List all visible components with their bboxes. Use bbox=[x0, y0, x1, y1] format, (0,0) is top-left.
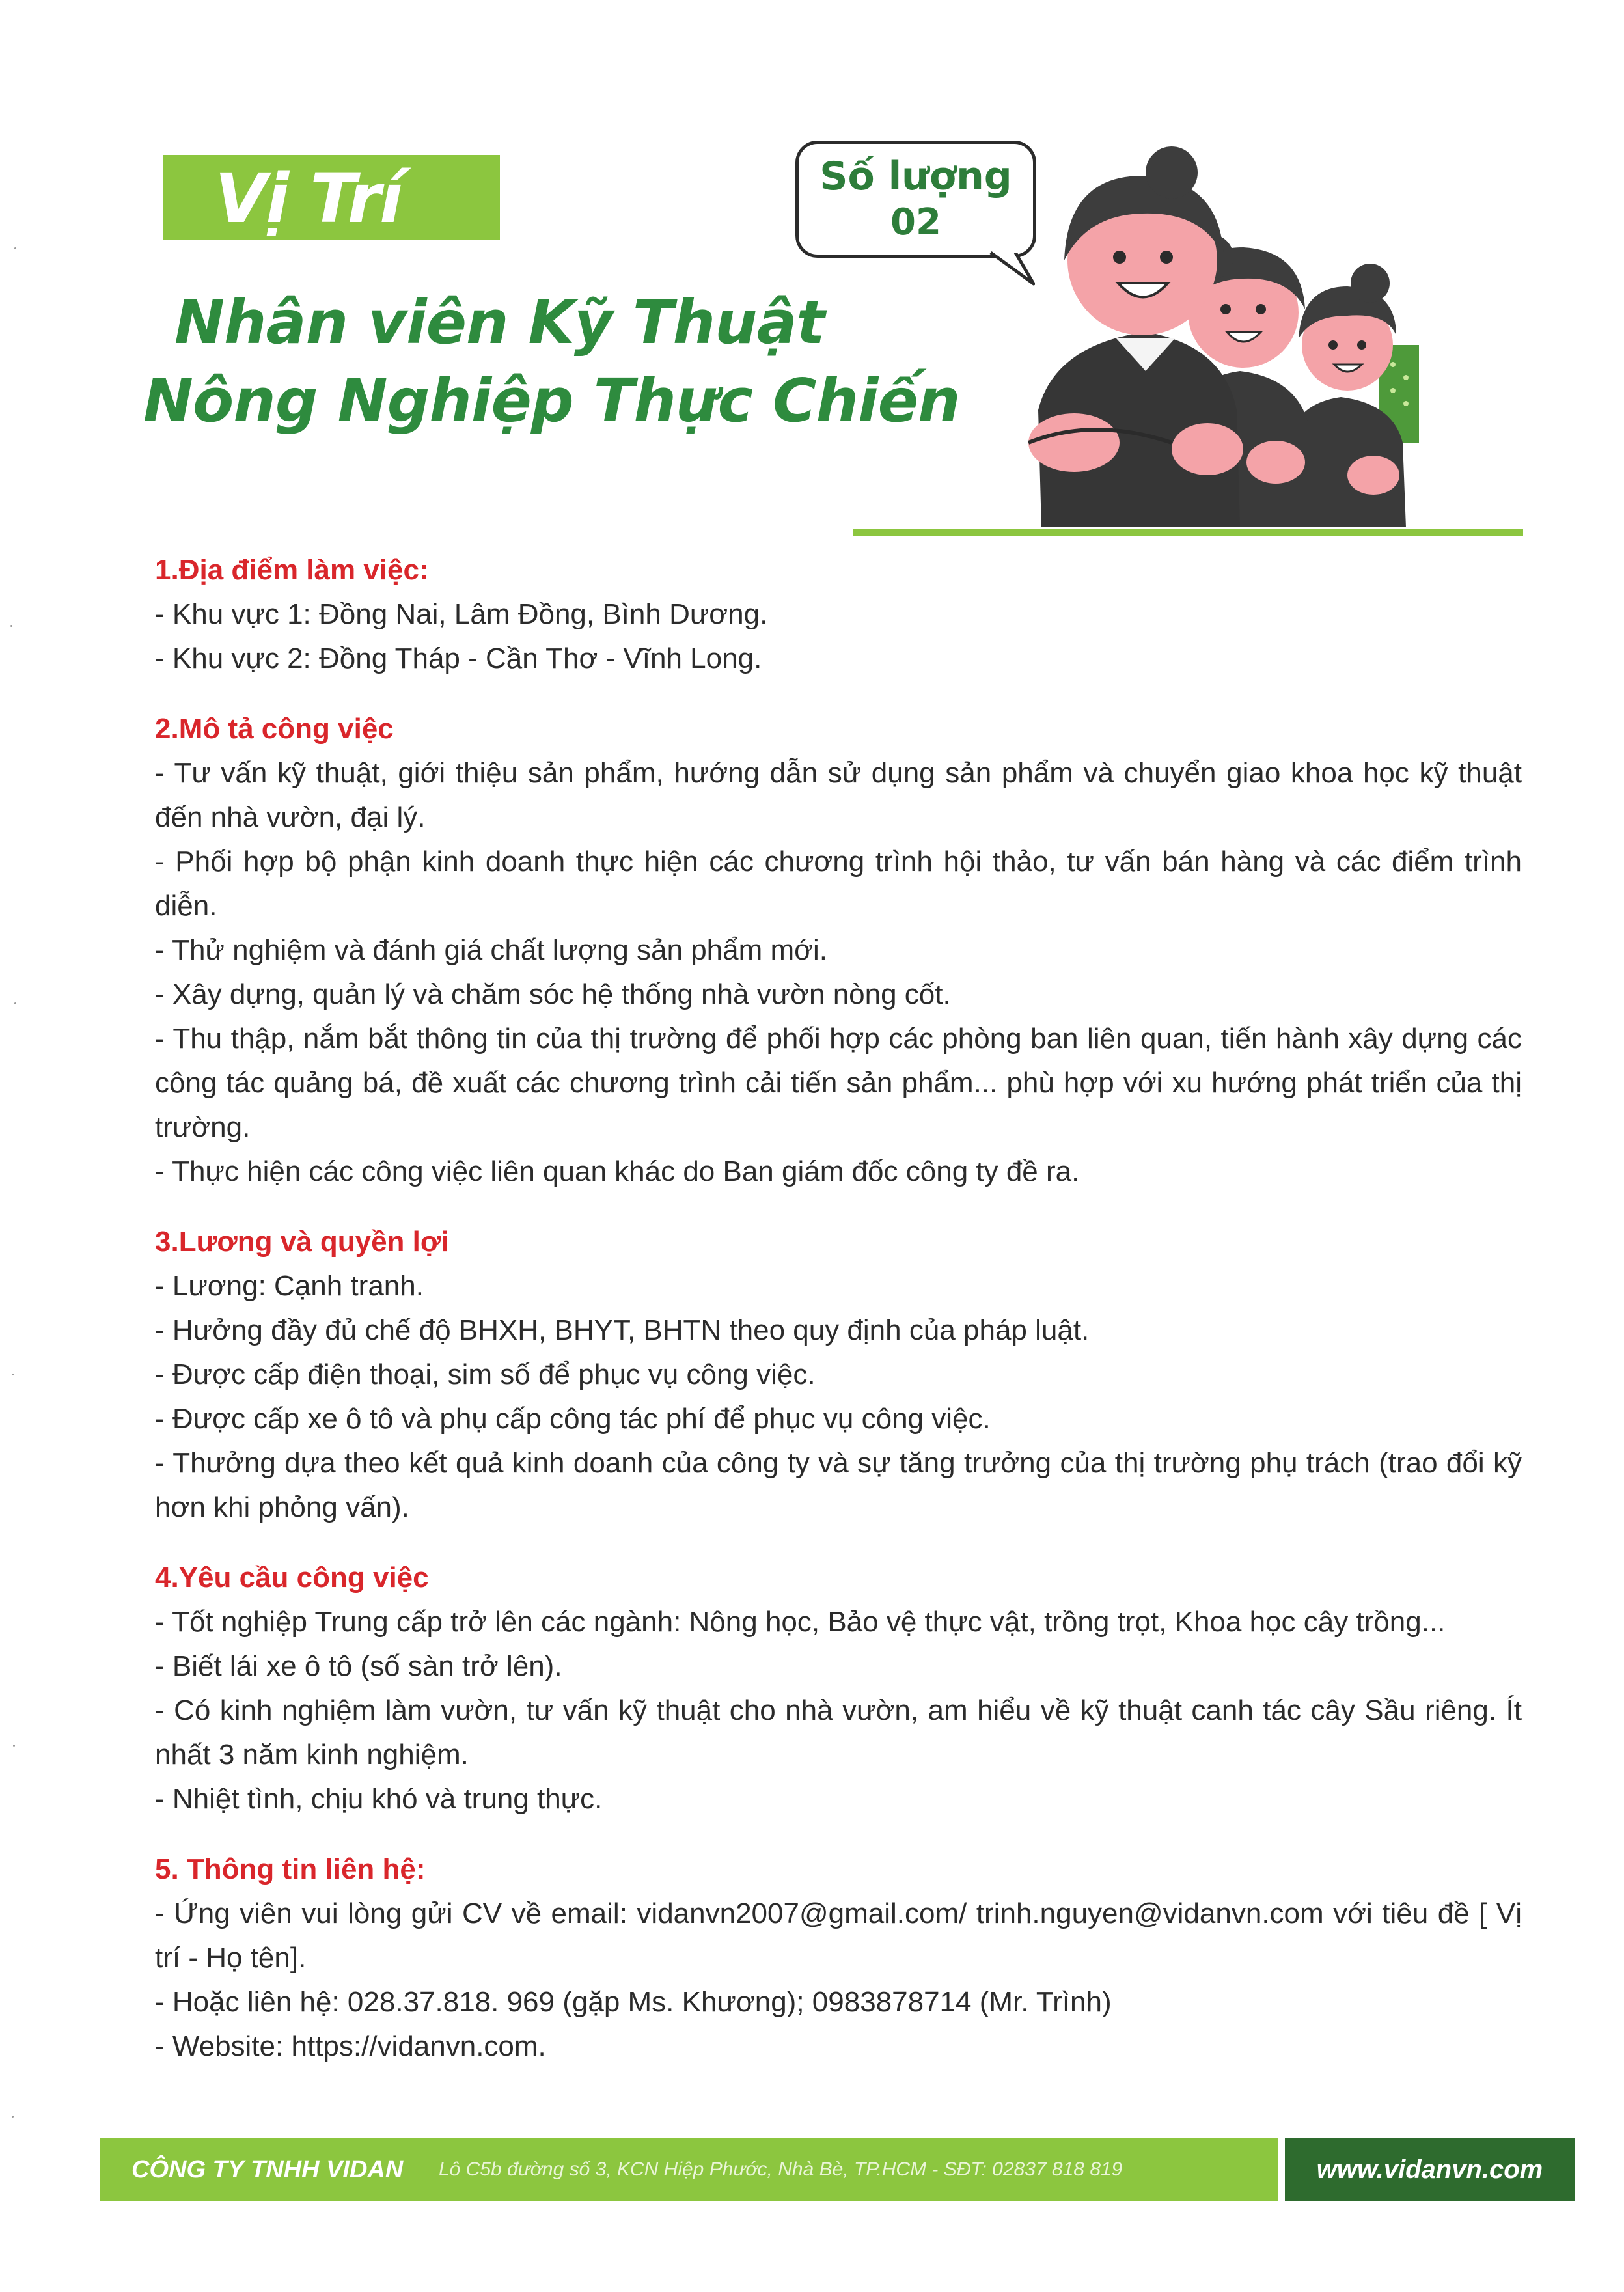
position-label: Vị Trí bbox=[215, 159, 402, 238]
list-item: - Thực hiện các công việc liên quan khác do Ban giám đốc công ty đề ra. bbox=[155, 1155, 1080, 1187]
list-item: - Thưởng dựa theo kết quả kinh doanh của công ty và sự tăng trưởng của thị trường phụ trách (trao đổi kỹ hơn khi phỏng vấn). bbox=[155, 1447, 1522, 1523]
list-item: - Website: https://vidanvn.com. bbox=[155, 2030, 546, 2062]
section-requirements bbox=[155, 1556, 1522, 1821]
quantity-label: Số lượng bbox=[819, 154, 1012, 199]
list-item: - Được cấp xe ô tô và phụ cấp công tác phí để phục vụ công việc. bbox=[155, 1403, 991, 1435]
quantity-value: 02 bbox=[890, 201, 941, 243]
list-item: - Thử nghiệm và đánh giá chất lượng sản phẩm mới. bbox=[155, 934, 827, 966]
section-title: 3.Lương và quyền lợi bbox=[155, 1226, 449, 1258]
staff-illustration bbox=[976, 137, 1536, 527]
section-salary-benefits bbox=[155, 1220, 1522, 1530]
list-item: - Hoặc liên hệ: 028.37.818. 969 (gặp Ms. Khương); 0983878714 (Mr. Trình) bbox=[155, 1986, 1112, 2018]
section-job-description bbox=[155, 707, 1522, 1194]
list-item: - Có kinh nghiệm làm vườn, tư vấn kỹ thuật cho nhà vườn, am hiểu về kỹ thuật canh tác cây Sầu riêng. Ít nhất 3 năm kinh nghiệm. bbox=[155, 1694, 1522, 1771]
footer-website-link[interactable]: www.vidanvn.com bbox=[1316, 2155, 1543, 2184]
scan-speck bbox=[12, 2116, 14, 2118]
list-item: - Thu thập, nắm bắt thông tin của thị trường để phối hợp các phòng ban liên quan, tiến hành xây dựng các công tác quảng bá, đề xuất các chương trình cải tiến sản phẩm... phù hợp với xu hướng phát triển của thị trường. bbox=[155, 1023, 1522, 1143]
scan-speck bbox=[10, 625, 12, 627]
list-item: - Được cấp điện thoại, sim số để phục vụ công việc. bbox=[155, 1359, 816, 1390]
list-item: - Tư vấn kỹ thuật, giới thiệu sản phẩm, hướng dẫn sử dụng sản phẩm và chuyển giao khoa học kỹ thuật đến nhà vườn, đại lý. bbox=[155, 757, 1522, 833]
list-item: - Biết lái xe ô tô (số sàn trở lên). bbox=[155, 1650, 562, 1682]
job-description bbox=[155, 548, 1522, 2069]
footer-website-box bbox=[1285, 2138, 1575, 2201]
job-title-line-2: Nông Nghiệp Thực Chiến bbox=[143, 366, 960, 435]
list-item: - Lương: Cạnh tranh. bbox=[155, 1270, 424, 1302]
scan-speck bbox=[13, 1745, 15, 1747]
footer-info bbox=[100, 2138, 1278, 2201]
scan-speck bbox=[14, 1002, 16, 1004]
job-title-line-1: Nhân viên Kỹ Thuật bbox=[174, 288, 825, 357]
footer-company: CÔNG TY TNHH VIDAN bbox=[131, 2156, 404, 2183]
section-title: 1.Địa điểm làm việc: bbox=[155, 554, 429, 586]
section-title: 4.Yêu cầu công việc bbox=[155, 1562, 429, 1594]
list-item: - Khu vực 1: Đồng Nai, Lâm Đồng, Bình Dương. bbox=[155, 598, 768, 630]
scan-speck bbox=[14, 247, 16, 249]
footer-bar bbox=[100, 2138, 1575, 2201]
job-title bbox=[143, 284, 1002, 440]
section-work-location bbox=[155, 548, 1522, 681]
list-item: - Hưởng đầy đủ chế độ BHXH, BHYT, BHTN theo quy định của pháp luật. bbox=[155, 1314, 1090, 1346]
list-item: - Ứng viên vui lòng gửi CV về email: vidanvn2007@gmail.com/ trinh.nguyen@vidanvn.com với tiêu đề [ Vị trí - Họ tên]. bbox=[155, 1898, 1522, 1974]
section-title: 5. Thông tin liên hệ: bbox=[155, 1853, 426, 1885]
section-title: 2.Mô tả công việc bbox=[155, 713, 394, 745]
footer-address: Lô C5b đường số 3, KCN Hiệp Phước, Nhà Bè, TP.HCM - SĐT: 02837 818 819 bbox=[439, 2159, 1123, 2180]
list-item: - Nhiệt tình, chịu khó và trung thực. bbox=[155, 1783, 603, 1815]
list-item: - Xây dựng, quản lý và chăm sóc hệ thống nhà vườn nòng cốt. bbox=[155, 978, 951, 1010]
scan-speck bbox=[12, 1374, 14, 1375]
header-divider bbox=[853, 529, 1523, 536]
list-item: - Tốt nghiệp Trung cấp trở lên các ngành: Nông học, Bảo vệ thực vật, trồng trọt, Khoa học cây trồng... bbox=[155, 1606, 1446, 1638]
section-contact bbox=[155, 1847, 1522, 2069]
list-item: - Phối hợp bộ phận kinh doanh thực hiện các chương trình hội thảo, tư vấn bán hàng và các điểm trình diễn. bbox=[155, 846, 1522, 922]
list-item: - Khu vực 2: Đồng Tháp - Cần Thơ - Vĩnh Long. bbox=[155, 642, 762, 674]
